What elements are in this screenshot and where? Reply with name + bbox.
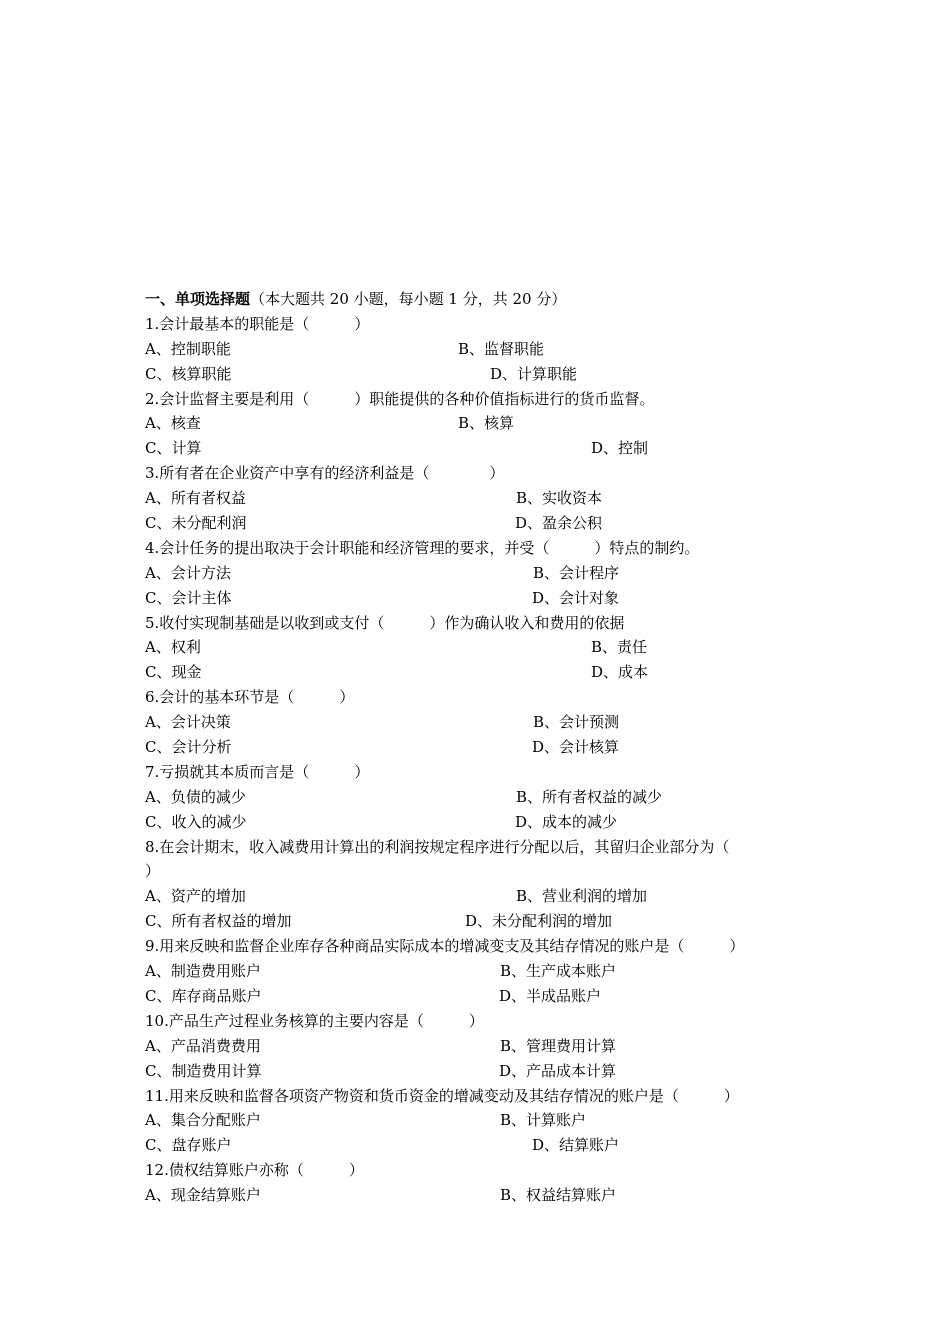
option-a: A、会计方法 [145, 563, 231, 582]
question-stem: 6.会计的基本环节是（ ） [145, 688, 355, 707]
option-c: C、制造费用计算 [145, 1061, 262, 1080]
option-b: B、监督职能 [458, 339, 545, 358]
option-row [145, 1034, 825, 1059]
section-heading [145, 287, 825, 312]
option-row [145, 909, 825, 934]
option-b: B、会计程序 [533, 563, 620, 582]
option-row [145, 511, 825, 536]
option-a: A、会计决策 [145, 713, 231, 732]
option-b: B、营业利润的增加 [516, 887, 648, 906]
option-row [145, 1108, 825, 1133]
section-title: 一、单项选择题 [145, 290, 251, 308]
option-a: A、集合分配账户 [145, 1111, 261, 1130]
option-row [145, 1133, 825, 1158]
option-a: A、负债的减少 [145, 787, 246, 806]
option-d: D、会计核算 [532, 738, 620, 757]
exam-page [145, 287, 825, 1208]
section-note: （本大题共 20 小题，每小题 1 分，共 20 分） [250, 290, 567, 308]
option-a: A、所有者权益 [145, 489, 246, 508]
option-row [145, 710, 825, 735]
option-b: B、计算账户 [500, 1111, 587, 1130]
option-d: D、结算账户 [532, 1136, 620, 1155]
option-d: D、会计对象 [532, 588, 620, 607]
option-c: C、现金 [145, 663, 202, 682]
option-d: D、盈余公积 [515, 514, 603, 533]
option-row [145, 660, 825, 685]
option-row [145, 785, 825, 810]
question-stem: 1.会计最基本的职能是（ ） [145, 314, 370, 333]
option-d: D、成本的减少 [515, 812, 618, 831]
option-b: B、所有者权益的减少 [516, 787, 663, 806]
option-row [145, 884, 825, 909]
option-d: D、成本 [591, 663, 649, 682]
option-c: C、未分配利润 [145, 514, 247, 533]
option-row [145, 959, 825, 984]
question-stem: 10.产品生产过程业务核算的主要内容是（ ） [145, 1011, 484, 1030]
option-c: C、会计分析 [145, 738, 232, 757]
option-row [145, 436, 825, 461]
option-a: A、核查 [145, 414, 201, 433]
option-row [145, 411, 825, 436]
option-b: B、权益结算账户 [500, 1186, 617, 1205]
option-b: B、管理费用计算 [500, 1036, 617, 1055]
option-b: B、生产成本账户 [500, 962, 617, 981]
option-a: A、权利 [145, 638, 201, 657]
option-c: C、核算职能 [145, 364, 232, 383]
option-row [145, 561, 825, 586]
option-c: C、会计主体 [145, 588, 232, 607]
option-b: B、责任 [591, 638, 648, 657]
option-d: D、产品成本计算 [499, 1061, 617, 1080]
option-c: C、收入的减少 [145, 812, 247, 831]
option-c: C、库存商品账户 [145, 986, 262, 1005]
option-row [145, 635, 825, 660]
question-stem: 5.收付实现制基础是以收到或支付（ ）作为确认收入和费用的依据 [145, 613, 625, 632]
option-c: C、计算 [145, 439, 202, 458]
question-stem: 2.会计监督主要是利用（ ）职能提供的各种价值指标进行的货币监督。 [145, 389, 655, 408]
option-row [145, 984, 825, 1009]
option-a: A、制造费用账户 [145, 962, 261, 981]
option-a: A、产品消费费用 [145, 1036, 261, 1055]
option-row [145, 362, 825, 387]
option-row [145, 1183, 825, 1208]
question-stem: 4.会计任务的提出取决于会计职能和经济管理的要求，并受（ ）特点的制约。 [145, 538, 700, 557]
question-stem: 9.用来反映和监督企业库存各种商品实际成本的增减变支及其结存情况的账户是（ ） [145, 937, 745, 956]
option-c: C、盘存账户 [145, 1136, 232, 1155]
option-a: A、资产的增加 [145, 887, 246, 906]
option-c: C、所有者权益的增加 [145, 912, 292, 931]
option-d: D、控制 [591, 439, 649, 458]
option-b: B、会计预测 [533, 713, 620, 732]
question-stem: 7.亏损就其本质而言是（ ） [145, 762, 370, 781]
option-row [145, 1059, 825, 1084]
option-row [145, 486, 825, 511]
option-a: A、控制职能 [145, 339, 231, 358]
option-d: D、半成品账户 [499, 986, 602, 1005]
option-row [145, 735, 825, 760]
option-a: A、现金结算账户 [145, 1186, 261, 1205]
option-b: B、核算 [458, 414, 515, 433]
option-row [145, 337, 825, 362]
question-stem: 11.用来反映和监督各项资产物资和货币资金的增减变动及其结存情况的账户是（ ） [145, 1086, 739, 1105]
option-d: D、计算职能 [490, 364, 578, 383]
question-stem-continued: ） [145, 862, 161, 881]
option-row [145, 810, 825, 835]
question-stem: 12.债权结算账户亦称（ ） [145, 1161, 364, 1180]
option-d: D、未分配利润的增加 [465, 912, 613, 931]
question-stem: 3.所有者在企业资产中享有的经济利益是（ ） [145, 464, 505, 483]
option-row [145, 586, 825, 611]
question-stem: 8.在会计期末，收入减费用计算出的利润按规定程序进行分配以后，其留归企业部分为（ [145, 837, 730, 856]
option-b: B、实收资本 [516, 489, 603, 508]
